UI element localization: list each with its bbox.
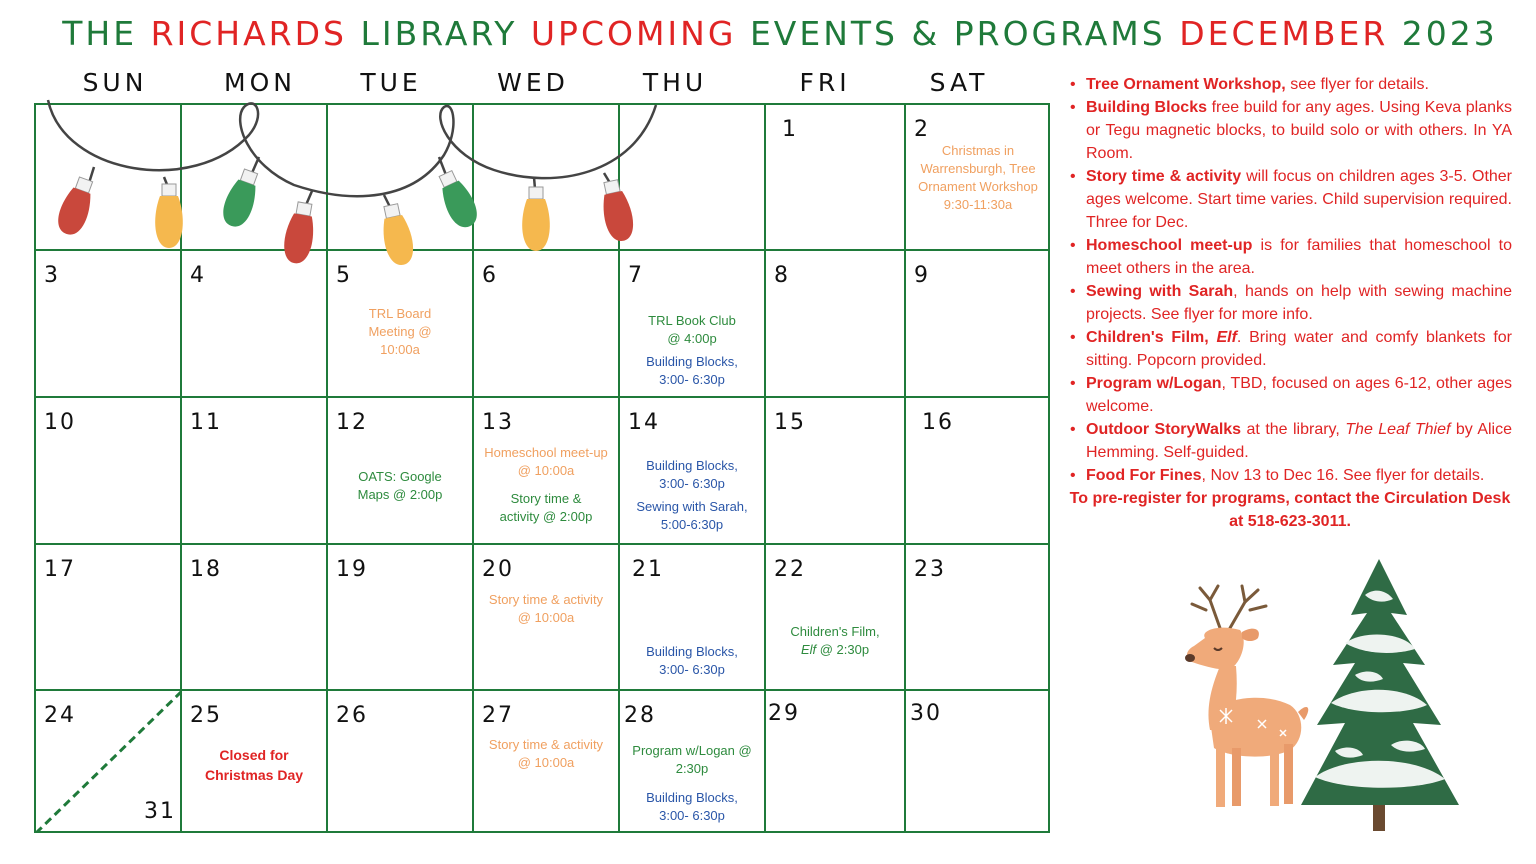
event-story-time: Story time & activity @ 2:00p <box>499 491 593 524</box>
day-number: 28 <box>624 703 656 728</box>
string-lights-icon <box>34 95 674 280</box>
event-childrens-film <box>766 623 904 659</box>
weekday-sat: SAT <box>929 68 989 97</box>
program-desc: at the library, <box>1241 421 1346 438</box>
day-number: 17 <box>44 557 76 582</box>
event-story-time: Story time & activity @ 10:00a <box>488 592 604 625</box>
day-number: 4 <box>190 263 206 288</box>
program-name: Sewing with Sarah <box>1086 283 1234 300</box>
list-item <box>1068 165 1512 234</box>
program-name: Food For Fines <box>1086 467 1202 484</box>
light-bulb-yellow <box>522 187 550 251</box>
day-number: 26 <box>336 703 368 728</box>
calendar-cell <box>474 691 620 833</box>
snowy-pine-tree-icon <box>1295 555 1465 835</box>
event-oats-google-maps: OATS: Google Maps @ 2:00p <box>357 469 443 502</box>
day-number: 16 <box>922 410 954 435</box>
program-desc: is for families that homeschool to meet others in the area. <box>1086 237 1513 277</box>
calendar-cell <box>906 398 1050 545</box>
program-name: Children's Film, <box>1086 329 1217 346</box>
event-story-time: Story time & activity @ 10:00a <box>488 737 604 770</box>
title-word: 2023 <box>1401 14 1498 53</box>
list-item <box>1068 96 1512 165</box>
calendar-cell <box>906 251 1050 398</box>
calendar-cell <box>182 398 328 545</box>
title-word: THE <box>62 14 138 53</box>
calendar-cell <box>474 545 620 691</box>
event-building-blocks: Building Blocks, 3:00- 6:30p <box>646 790 738 823</box>
event-film-title: Elf <box>800 642 817 657</box>
light-bulb-yellow <box>155 184 183 248</box>
program-name: Building Blocks <box>1086 99 1208 116</box>
light-bulb-red <box>597 178 637 243</box>
calendar-cell <box>766 105 906 251</box>
program-name: Homeschool meet-up <box>1086 237 1253 254</box>
calendar-cell <box>36 691 182 833</box>
program-desc: see flyer for details. <box>1285 76 1429 93</box>
list-item <box>1068 464 1512 487</box>
calendar-cell <box>182 545 328 691</box>
calendar-cell <box>620 691 766 833</box>
event-sewing-with-sarah: Sewing with Sarah, 5:00-6:30p <box>636 499 748 532</box>
day-number: 24 <box>44 703 76 728</box>
day-number: 1 <box>782 117 798 142</box>
page-title <box>0 14 1536 53</box>
day-number: 2 <box>914 117 930 142</box>
weekday-thu: THU <box>642 68 708 97</box>
event-text: Children's Film, <box>790 624 880 639</box>
program-name: Program w/Logan <box>1086 375 1222 392</box>
day-number: 8 <box>774 263 790 288</box>
weekday-wed: WED <box>497 68 569 97</box>
calendar-cell <box>906 691 1050 833</box>
event-christmas-in-warrensburgh: Christmas in Warrensburgh, Tree Ornament Workshop 9:30-11:30a <box>918 143 1038 212</box>
list-item <box>1068 372 1512 418</box>
list-item <box>1068 73 1512 96</box>
day-number: 7 <box>628 263 644 288</box>
title-word: RICHARDS <box>150 14 347 53</box>
day-number: 15 <box>774 410 806 435</box>
day-number: 29 <box>768 701 800 726</box>
program-desc: , Nov 13 to Dec 16. See flyer for details. <box>1201 467 1485 484</box>
list-item <box>1068 234 1512 280</box>
day-number: 19 <box>336 557 368 582</box>
calendar-cell <box>328 691 474 833</box>
list-item <box>1068 418 1512 464</box>
list-item <box>1068 326 1512 372</box>
light-bulb-red <box>281 201 319 266</box>
event-program-logan: Program w/Logan @ 2:30p <box>632 743 752 776</box>
weekday-sun: SUN <box>82 68 148 97</box>
day-number: 5 <box>336 263 352 288</box>
calendar-cell <box>328 545 474 691</box>
light-bulb-green <box>433 168 483 232</box>
program-desc: by Alice Hemming. Self-guided. <box>1086 421 1513 461</box>
light-bulb-yellow <box>377 202 417 267</box>
day-number: 6 <box>482 263 498 288</box>
event-text: @ 2:30p <box>816 642 870 657</box>
program-descriptions <box>1068 73 1512 533</box>
calendar-cell <box>766 691 906 833</box>
program-name: Tree Ornament Workshop, <box>1086 76 1286 93</box>
day-number: 14 <box>628 410 660 435</box>
event-book-club: TRL Book Club @ 4:00p <box>648 313 736 346</box>
calendar-cell <box>328 398 474 545</box>
event-building-blocks: Building Blocks, 3:00- 6:30p <box>646 354 738 387</box>
calendar-cell <box>766 545 906 691</box>
day-number: 13 <box>482 410 514 435</box>
program-desc: , hands on help with sewing machine projects. See flyer for more info. <box>1086 283 1513 323</box>
calendar-cell <box>906 105 1050 251</box>
book-title: The Leaf Thief <box>1345 421 1451 438</box>
title-word: PROGRAMS <box>953 14 1166 53</box>
day-number: 18 <box>190 557 222 582</box>
day-number: 21 <box>632 557 664 582</box>
day-number: 23 <box>914 557 946 582</box>
list-item <box>1068 280 1512 326</box>
calendar-cell <box>474 398 620 545</box>
program-desc: . Bring water and comfy blankets for sitting. Popcorn provided. <box>1086 329 1512 369</box>
event-building-blocks: Building Blocks, 3:00- 6:30p <box>646 458 738 491</box>
event-homeschool-meetup: Homeschool meet-up @ 10:00a <box>484 445 608 478</box>
day-number: 12 <box>336 410 368 435</box>
program-desc: will focus on children ages 3-5. Other ages welcome. Start time varies. Child supervision required. Three for Dec. <box>1086 168 1513 231</box>
day-number: 22 <box>774 557 806 582</box>
weekday-mon: MON <box>224 68 296 97</box>
weekday-fri: FRI <box>799 68 851 97</box>
day-number: 31 <box>144 799 176 824</box>
program-desc: , TBD, focused on ages 6-12, other ages welcome. <box>1086 375 1512 415</box>
title-word: UPCOMING <box>530 14 737 53</box>
light-bulb-red <box>53 175 99 239</box>
title-word: DECEMBER <box>1179 14 1389 53</box>
calendar-cell <box>36 398 182 545</box>
calendar-cell <box>906 545 1050 691</box>
calendar-cell <box>766 251 906 398</box>
event-board-meeting: TRL Board Meeting @ 10:00a <box>368 306 432 357</box>
program-desc: free build for any ages. Using Keva planks or Tegu magnetic blocks, to build solo or with others. In YA Room. <box>1086 99 1513 162</box>
calendar-cell <box>182 691 328 833</box>
calendar-cell <box>620 545 766 691</box>
light-bulb-green <box>218 167 264 231</box>
weekday-tue: TUE <box>360 68 422 97</box>
day-number: 3 <box>44 263 60 288</box>
title-word: EVENTS & <box>749 14 941 53</box>
contact-info: To pre-register for programs, contact the Circulation Desk at 518-623-3011. <box>1069 490 1511 530</box>
day-number: 10 <box>44 410 76 435</box>
event-building-blocks: Building Blocks, 3:00- 6:30p <box>646 644 738 677</box>
program-film-title: Elf <box>1216 329 1237 346</box>
day-number: 27 <box>482 703 514 728</box>
program-name: Outdoor StoryWalks <box>1086 421 1242 438</box>
program-name: Story time & activity <box>1086 168 1242 185</box>
event-closed-christmas: Closed for Christmas Day <box>204 747 304 783</box>
day-number: 9 <box>914 263 930 288</box>
calendar-cell <box>766 398 906 545</box>
day-number: 11 <box>190 410 222 435</box>
day-number: 25 <box>190 703 222 728</box>
day-number: 20 <box>482 557 514 582</box>
title-word: LIBRARY <box>360 14 518 53</box>
day-number: 30 <box>910 701 942 726</box>
calendar-cell <box>36 545 182 691</box>
calendar-cell <box>620 398 766 545</box>
